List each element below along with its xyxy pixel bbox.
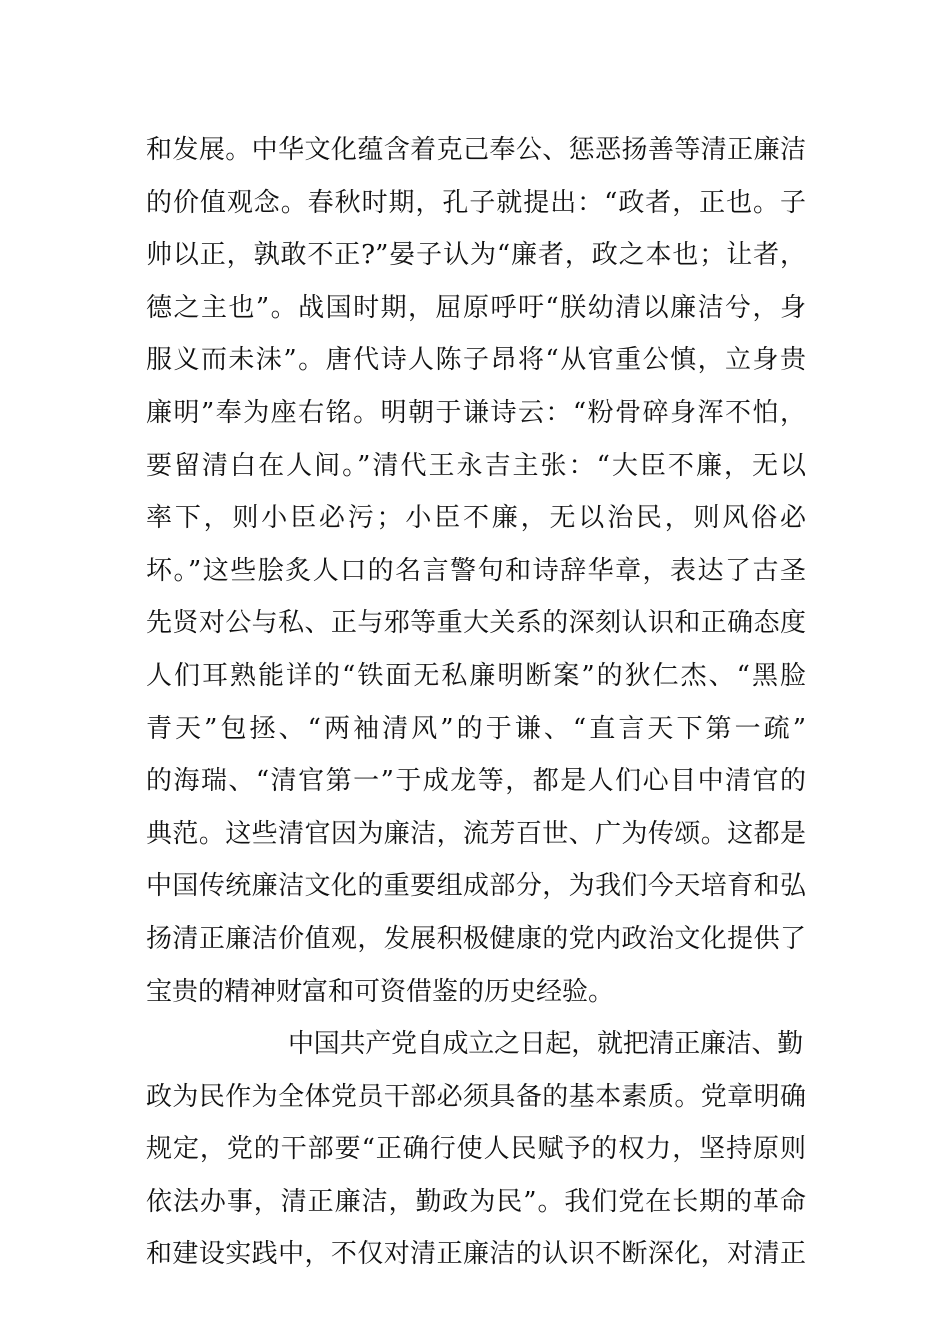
text-line: 典范。这些清官因为廉洁，流芳百世、广为传颂。这都是 (146, 818, 806, 849)
text-line: 和发展。中华文化蕴含着克己奉公、惩恶扬善等清正廉洁 (146, 135, 806, 165)
text-line: 先贤对公与私、正与邪等重大关系的深刻认识和正确态度 (146, 608, 806, 639)
text-line: 规定，党的干部要“正确行使人民赋予的权力，坚持原则 (146, 1134, 806, 1165)
text-line: 坏。”这些脍炙人口的名言警句和诗辞华章，表达了古圣 (146, 555, 806, 586)
text-line: 的价值观念。春秋时期，孔子就提出：“政者，正也。子 (146, 187, 806, 218)
text-line: 德之主也”。战国时期，屈原呼吁“朕幼清以廉洁兮，身 (146, 292, 806, 323)
text-line: 中国共产党自成立之日起，就把清正廉洁、勤 (288, 1029, 804, 1060)
text-line: 率下，则小臣必污；小臣不廉，无以治民，则风俗必 (146, 503, 806, 534)
text-line: 帅以正，孰敢不正?”晏子认为“廉者，政之本也；让者， (146, 240, 806, 271)
text-line: 宝贵的精神财富和可资借鉴的历史经验。 (146, 976, 615, 1007)
paragraph-1 (146, 124, 806, 1018)
text-line: 中国传统廉洁文化的重要组成部分，为我们今天培育和弘 (146, 871, 806, 902)
body-text (146, 124, 806, 1281)
text-line: 政为民作为全体党员干部必须具备的基本素质。党章明确 (146, 1081, 806, 1112)
text-line: 扬清正廉洁价值观，发展积极健康的党内政治文化提供了 (146, 923, 806, 954)
text-line: 服义而未沬”。唐代诗人陈子昂将“从官重公慎，立身贵 (146, 345, 806, 376)
text-line: 要留清白在人间。”清代王永吉主张：“大臣不廉，无以 (146, 450, 806, 481)
text-line: 人们耳熟能详的“铁面无私廉明断案”的狄仁杰、“黑脸 (146, 660, 806, 691)
text-line: 廉明”奉为座右铭。明朝于谦诗云：“粉骨碎身浑不怕， (146, 397, 806, 428)
text-line: 依法办事，清正廉洁，勤政为民”。我们党在长期的革命 (146, 1186, 806, 1217)
text-line: 青天”包拯、“两袖清风”的于谦、“直言天下第一疏” (146, 713, 806, 744)
text-line: 和建设实践中，不仅对清正廉洁的认识不断深化，对清正 (146, 1239, 806, 1270)
text-line: 的海瑞、“清官第一”于成龙等，都是人们心目中清官的 (146, 766, 806, 797)
paragraph-2 (146, 1018, 806, 1281)
